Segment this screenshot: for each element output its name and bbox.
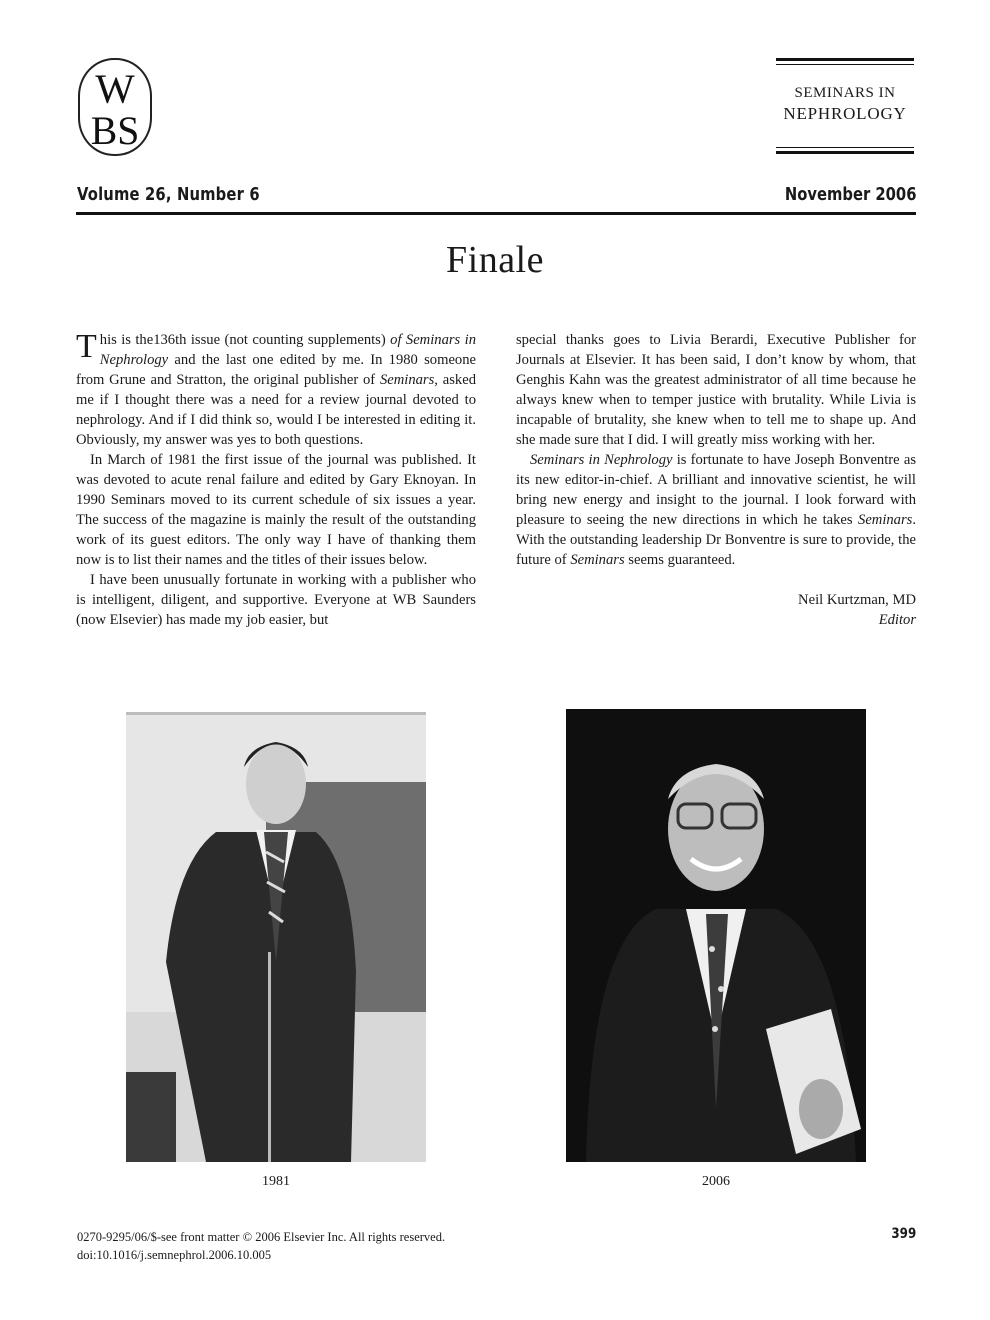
p1-italic-journal: of Seminars in Nephrology xyxy=(99,332,476,368)
signature-role-text: Editor xyxy=(878,612,916,628)
paragraph-1 xyxy=(76,330,476,450)
paragraph-3: I have been unusually fortunate in working with a publisher who is intelligent, diligent, and supportive. Everyone at WB Saunders (now Elsevier) has made my job easier, but xyxy=(76,572,476,628)
p5-italic-seminars-1: Seminars xyxy=(858,512,913,528)
p1-text-e: , asked me if I thought there was a need for a review journal devoted to nephrology. And if I did think so, would I be interested in editing it. Obviously, my answer was yes to both questions. xyxy=(76,372,476,448)
drop-cap: T xyxy=(76,328,97,365)
p5-italic-seminars-2: Seminars xyxy=(570,552,625,568)
journal-name-line2: NEPHROLOGY xyxy=(783,104,907,123)
journal-name-block xyxy=(776,58,914,154)
article-title: Finale xyxy=(446,239,544,281)
text-column-left xyxy=(76,330,476,630)
paragraph-4: special thanks goes to Livia Berardi, Executive Publisher for Journals at Elsevier. It has been said, I don’t know by whom, that Genghis Kahn was the greatest administrator of all time because he always knew when to temper justice with brutality. While Livia is incapable of brutality, she knew when to tell me to shape up. And she made sure that I did. I will greatly miss working with her. xyxy=(516,332,916,448)
logo-top-letters: W xyxy=(95,66,135,113)
photo-caption-1981: 1981 xyxy=(262,1174,290,1189)
volume-number: Volume 26, Number 6 xyxy=(77,184,260,205)
p5-italic-journal: Seminars in Nephrology xyxy=(530,452,673,468)
signature-name: Neil Kurtzman, MD xyxy=(798,592,916,608)
signature-block xyxy=(516,590,916,630)
p5-text-b: is fortunate to have Joseph Bonventre as its new editor-in-chief. A brilliant and innovative scientist, he will bring new energy and insight to the journal. I look forward with pleasure to seeing the new directions in which he takes xyxy=(516,452,916,528)
photo-1981 xyxy=(126,712,426,1162)
journal-name-line1: SEMINARS IN xyxy=(794,85,896,101)
p1-italic-seminars: Seminars xyxy=(379,372,435,388)
page-number: 399 xyxy=(891,1226,916,1242)
footer-line-1: 0270-9295/06/$-see front matter © 2006 Elsevier Inc. All rights reserved. xyxy=(77,1230,446,1244)
text-column-right xyxy=(516,330,916,630)
header-rule xyxy=(76,212,916,215)
photo-caption-2006: 2006 xyxy=(702,1174,730,1189)
journal-top-rule xyxy=(776,58,914,65)
wbs-logo-graphic xyxy=(80,60,150,154)
p1-text-c: and the last one edited by me. In 1980 someone from Grune and Stratton, the original publisher of xyxy=(76,352,476,388)
signature-role xyxy=(516,610,916,630)
photo-1981-image xyxy=(126,712,426,1162)
paragraph-2: In March of 1981 the first issue of the journal was published. It was devoted to acute renal failure and edited by Gary Eknoyan. In 1990 Seminars moved to its current schedule of six issues a year. The success of the magazine is mainly the result of the outstanding work of its guest editors. The only way I have of thanking them now is to list their names and the titles of their issues below. xyxy=(76,452,476,568)
publisher-logo xyxy=(78,58,152,156)
journal-bottom-rule xyxy=(776,147,914,154)
footer-doi: doi:10.1016/j.semnephrol.2006.10.005 xyxy=(77,1248,272,1262)
issue-date: November 2006 xyxy=(784,184,916,205)
photo-2006-image xyxy=(566,709,866,1162)
photo-2006 xyxy=(566,709,866,1162)
footer-copyright xyxy=(77,1228,445,1264)
paragraph-5 xyxy=(516,450,916,570)
logo-bottom-letters: BS xyxy=(90,108,140,153)
p5-text-f: seems guaranteed. xyxy=(624,552,736,568)
p1-text-a: his is the136th issue (not counting supplements) xyxy=(99,332,391,348)
p5-text-d: . With the outstanding leadership Dr Bonventre is sure to provide, the future of xyxy=(516,512,916,568)
